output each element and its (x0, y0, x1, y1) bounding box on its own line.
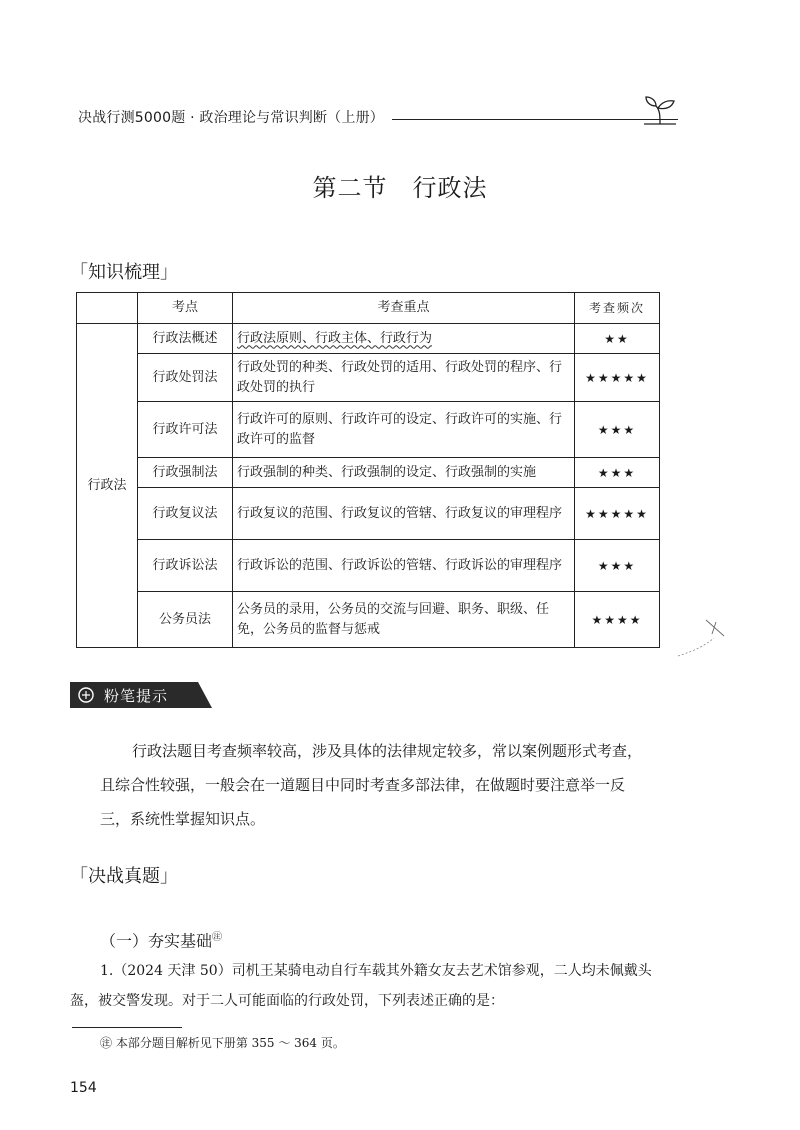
table-row (77, 592, 660, 648)
header-rule (392, 119, 678, 120)
table-row (77, 540, 660, 592)
topic-cell: 行政法概述 (138, 324, 233, 354)
running-title: 决战行测5000题 · 政治理论与常识判断（上册） (78, 110, 384, 126)
freq-cell: ★★★★★ (575, 488, 660, 540)
topic-cell: 行政许可法 (138, 402, 233, 458)
col-header-freq: 考查频次 (575, 293, 660, 324)
knowledge-heading: 「知识梳理」 (70, 262, 178, 283)
section-title: 第二节 行政法 (312, 174, 488, 202)
page-number: 154 (70, 1080, 97, 1096)
table-header-row (77, 293, 660, 324)
table-row (77, 402, 660, 458)
tip-paragraph: 行政法题目考查频率较高，涉及具体的法律规定较多，常以案例题形式考查，且综合性较强，一般会在一道题目中同时考查多部法律，在做题时要注意举一反三，系统性掌握知识点。 (100, 742, 643, 828)
freq-cell: ★★★★★ (575, 354, 660, 402)
exam-heading: 「决战真题」 (70, 866, 178, 887)
topic-cell: 行政处罚法 (138, 354, 233, 402)
focus-cell: 行政处罚的种类、行政处罚的适用、行政处罚的程序、行政处罚的执行 (233, 354, 575, 402)
footnote: ㊟ 本部分题目解析见下册第 355 ～ 364 页。 (100, 1036, 345, 1050)
knowledge-table (76, 292, 660, 648)
footnote-mark: ㊟ (212, 932, 223, 943)
col-header-focus: 考查重点 (233, 293, 575, 324)
pencil-doodle-icon (676, 608, 736, 658)
running-header (78, 106, 678, 128)
table-row (77, 354, 660, 402)
subsection-heading (100, 928, 222, 951)
subsection-title: （一）夯实基础 (100, 931, 213, 951)
freq-cell: ★★★ (575, 540, 660, 592)
col-header-topic: 考点 (138, 293, 233, 324)
freq-cell: ★★ (575, 324, 660, 354)
table-corner-cell (77, 293, 138, 324)
footnote-rule (72, 1027, 182, 1028)
focus-cell: 行政复议的范围、行政复议的管辖、行政复议的审理程序 (233, 488, 575, 540)
sprout-icon (642, 94, 678, 128)
topic-cell: 行政强制法 (138, 458, 233, 488)
focus-cell: 行政诉讼的范围、行政诉讼的管辖、行政诉讼的审理程序 (233, 540, 575, 592)
table-row (77, 458, 660, 488)
freq-cell: ★★★ (575, 402, 660, 458)
focus-cell: 行政许可的原则、行政许可的设定、行政许可的实施、行政许可的监督 (233, 402, 575, 458)
topic-cell: 行政诉讼法 (138, 540, 233, 592)
tip-label: 粉笔提示 (104, 687, 169, 705)
freq-cell: ★★★ (575, 458, 660, 488)
table-row (77, 324, 660, 354)
topic-cell: 公务员法 (138, 592, 233, 648)
focus-cell: 行政强制的种类、行政强制的设定、行政强制的实施 (233, 458, 575, 488)
focus-cell: 行政法原则、行政主体、行政行为 (233, 324, 575, 354)
question-1: 1.（2024 天津 50）司机王某骑电动自行车载其外籍女友去艺术馆参观，二人均未佩戴头盔，被交警发现。对于二人可能面临的行政处罚，下列表述正确的是： (70, 963, 652, 1009)
topic-cell: 行政复议法 (138, 488, 233, 540)
category-cell: 行政法 (77, 324, 138, 648)
table-row (77, 488, 660, 540)
freq-cell: ★★★★ (575, 592, 660, 648)
focus-cell: 公务员的录用，公务员的交流与回避、职务、职级、任免，公务员的监督与惩戒 (233, 592, 575, 648)
